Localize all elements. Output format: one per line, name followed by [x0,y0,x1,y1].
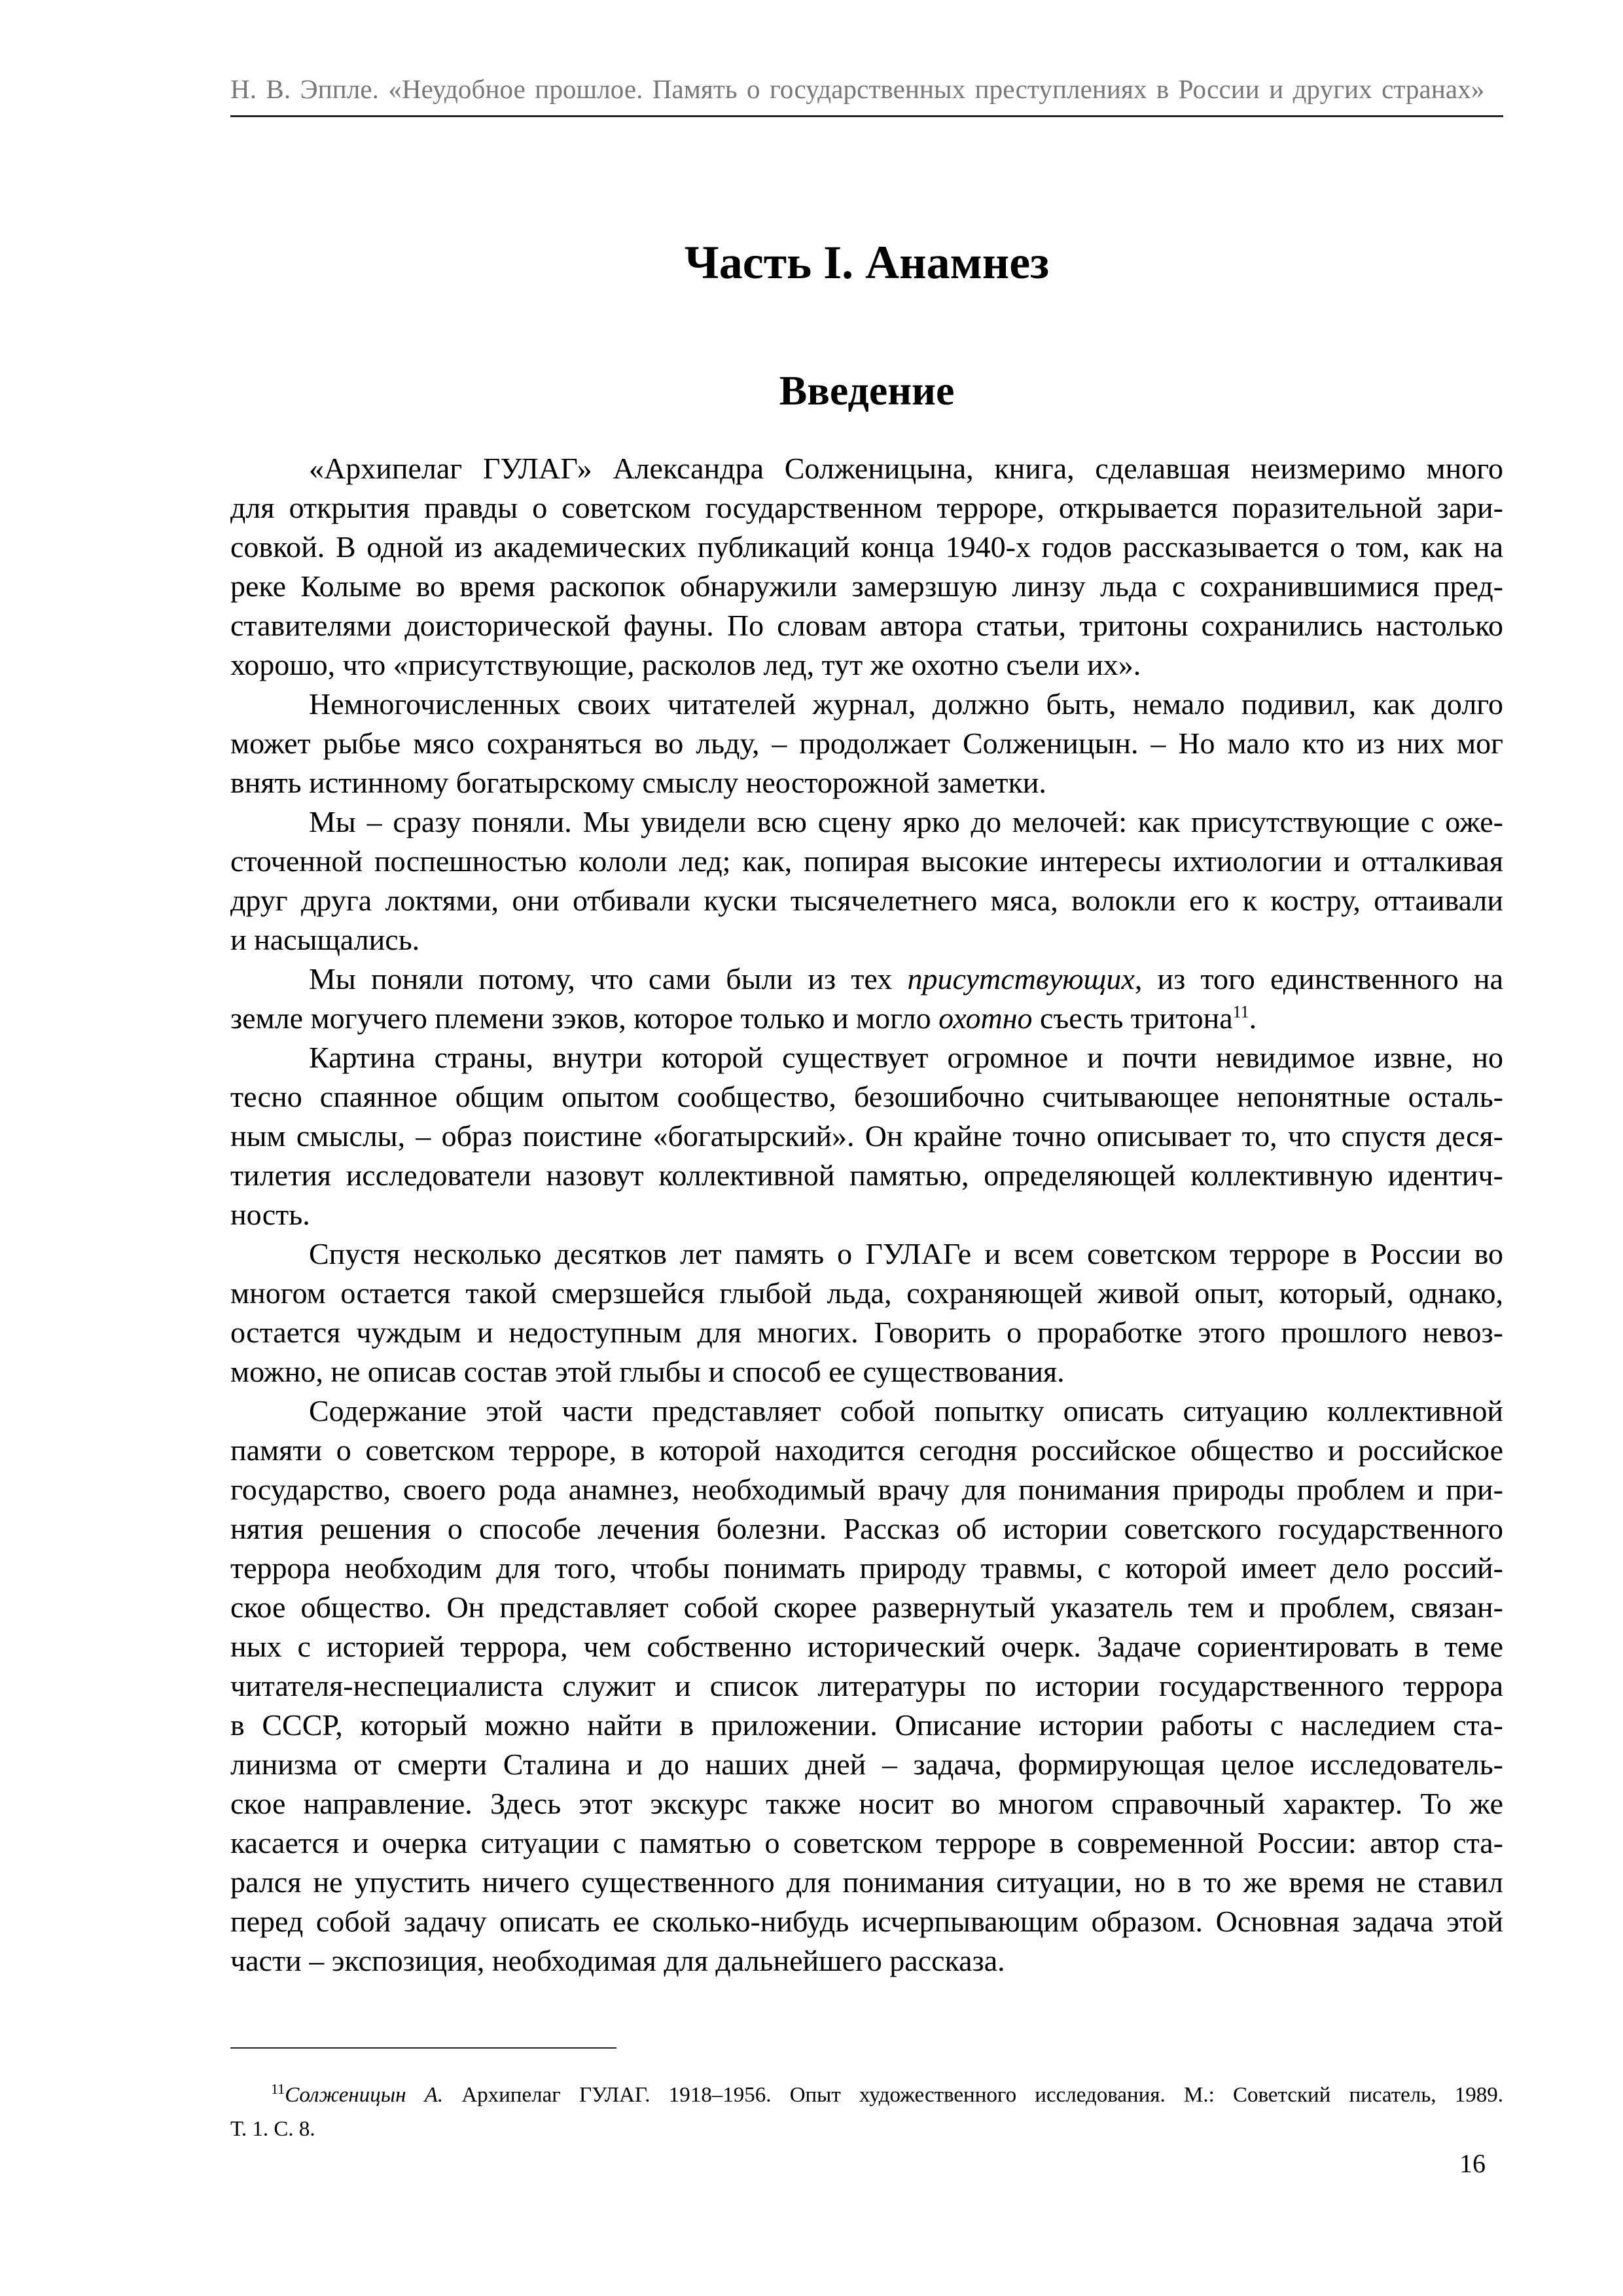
text-line: ным смыслы, – образ поистине «богатырский». Он крайне точно описывает то, что спустя деся- [230,1119,1503,1153]
text-line: Немногочисленных своих читателей журнал, должно быть, немало подивил, как долго [309,687,1503,721]
text-line: тилетия исследователи назовут коллективной памятью, определяющей коллективную идентич- [230,1158,1503,1192]
footnote-number: 11 [271,2081,285,2097]
text-line: тесно спаянное общим опытом сообщество, безошибочно считывающее непонятные осталь- [230,1080,1503,1113]
text-line: реке Колыме во время раскопок обнаружили замерзшую линзу льда с сохранившимися пред- [230,569,1503,603]
paragraph [230,1038,1503,1234]
text-line: многом остается такой смерзшейся глыбой льда, сохраняющей живой опыт, который, однако, [230,1276,1503,1310]
text-line: ность. [230,1198,310,1231]
text-line: ское направление. Здесь этот экскурс также носит во многом справочный характер. То же [230,1787,1503,1820]
text-line: нятия решения о способе лечения болезни. Рассказ об истории советского государственного [230,1512,1503,1545]
footnote-ref[interactable]: 11 [1232,1002,1249,1022]
text-line: памяти о советском терроре, в которой находится сегодня российское общество и российское [230,1433,1503,1467]
text-line: совкой. В одной из академических публикаций конца 1940-х годов рассказывается о том, как на [230,530,1503,564]
text-run: , из того единственного на [1134,962,1503,996]
footnote-line-2: Т. 1. С. 8. [230,2117,315,2141]
footnote [230,2078,1503,2146]
paragraph [230,1391,1503,1981]
text-line: для открытия правды о советском государственном терроре, открывается поразительной зари- [230,491,1503,524]
text-line: рался не упустить ничего существенного для понимания ситуации, но в то же время не ставил [230,1865,1503,1899]
text-run: . [1249,1001,1257,1035]
text-line: перед собой задачу описать ее сколько-нибудь исчерпывающим образом. Основная задача этой [230,1905,1503,1938]
text-line: «Архипелаг ГУЛАГ» Александра Солженицына, книга, сделавшая неизмеримо много [309,452,1503,485]
text-line: линизма от смерти Сталина и до наших дней – задача, формирующая целое исследователь- [230,1748,1503,1781]
text-line: и насыщались. [230,923,420,956]
section-title: Введение [779,367,955,414]
header-rule [230,115,1503,117]
text-line: внять истинному богатырскому смыслу неосторожной заметки. [230,766,1046,799]
italic-text: присутствующих [907,962,1135,996]
text-run: земле могучего племени зэков, которое только и могло [230,1001,939,1035]
paragraph [230,449,1503,685]
text-line [230,960,1503,999]
text-line: касается и очерка ситуации с памятью о советском терроре в современной России: автор ста- [230,1826,1503,1859]
paragraph [230,802,1503,960]
text-line: Мы – сразу поняли. Мы увидели всю сцену ярко до мелочей: как присутствующие с оже- [309,805,1503,838]
body-text [230,449,1503,1981]
text-line: Содержание этой части представляет собой попытку описать ситуацию коллективной [309,1394,1503,1427]
text-line: ставителями доисторической фауны. По словам автора статьи, тритоны сохранились настолько [230,609,1503,642]
footnote-citation: Архипелаг ГУЛАГ. 1918–1956. Опыт художественного исследования. М.: Советский писатель, 1989. [443,2083,1503,2107]
text-line: части – экспозиция, необходимая для дальнейшего рассказа. [230,1944,1005,1977]
text-run: съесть тритона [1032,1001,1233,1035]
part-title: Часть I. Анамнез [684,236,1050,289]
text-line: читателя-неспециалиста служит и список литературы по истории государственного террора [230,1669,1503,1702]
text-line: хорошо, что «присутствующие, расколов лед, тут же охотно съели их». [230,648,1141,681]
running-head: Н. В. Эппле. «Неудобное прошлое. Память о государственных преступлениях в России и других странах» [230,74,1485,104]
footnote-author: Солженицын А. [285,2083,444,2107]
paragraph [230,960,1503,1038]
paragraph [230,1234,1503,1391]
text-line: ское общество. Он представляет собой скорее развернутый указатель тем и проблем, связан- [230,1590,1503,1624]
italic-text: охотно [938,1001,1033,1035]
text-line: друг друга локтями, они отбивали куски тысячелетнего мяса, волокли его к костру, оттаивали [230,884,1503,917]
footnote-rule [230,2047,616,2049]
text-line: ных с историей террора, чем собственно исторический очерк. Задаче сориентировать в теме [230,1630,1503,1663]
text-line: Картина страны, внутри которой существует огромное и почти невидимое извне, но [309,1041,1503,1074]
paragraph [230,685,1503,802]
text-line [230,999,1503,1038]
text-line: Спустя несколько десятков лет память о ГУЛАГе и всем советском терроре в России во [309,1237,1503,1270]
page-number: 16 [1459,2149,1486,2178]
footnote-line-1 [230,2078,1503,2112]
text-run: Мы поняли потому, что сами были из тех [309,962,908,996]
text-line: можно, не описав состав этой глыбы и способ ее существования. [230,1355,1065,1388]
text-line: государство, своего рода анамнез, необходимый врачу для понимания природы проблем и при- [230,1473,1503,1506]
text-line: остается чуждым и недоступным для многих. Говорить о проработке этого прошлого невоз- [230,1316,1503,1349]
text-line: может рыбье мясо сохраняться во льду, – продолжает Солженицын. – Но мало кто из них мог [230,726,1503,760]
text-line: в СССР, который можно найти в приложении. Описание истории работы с наследием ста- [230,1708,1503,1742]
text-line: террора необходим для того, чтобы понимать природу травмы, с которой имеет дело россий- [230,1551,1503,1585]
text-line: сточенной поспешностью кололи лед; как, попирая высокие интересы ихтиологии и отталкивая [230,844,1503,878]
